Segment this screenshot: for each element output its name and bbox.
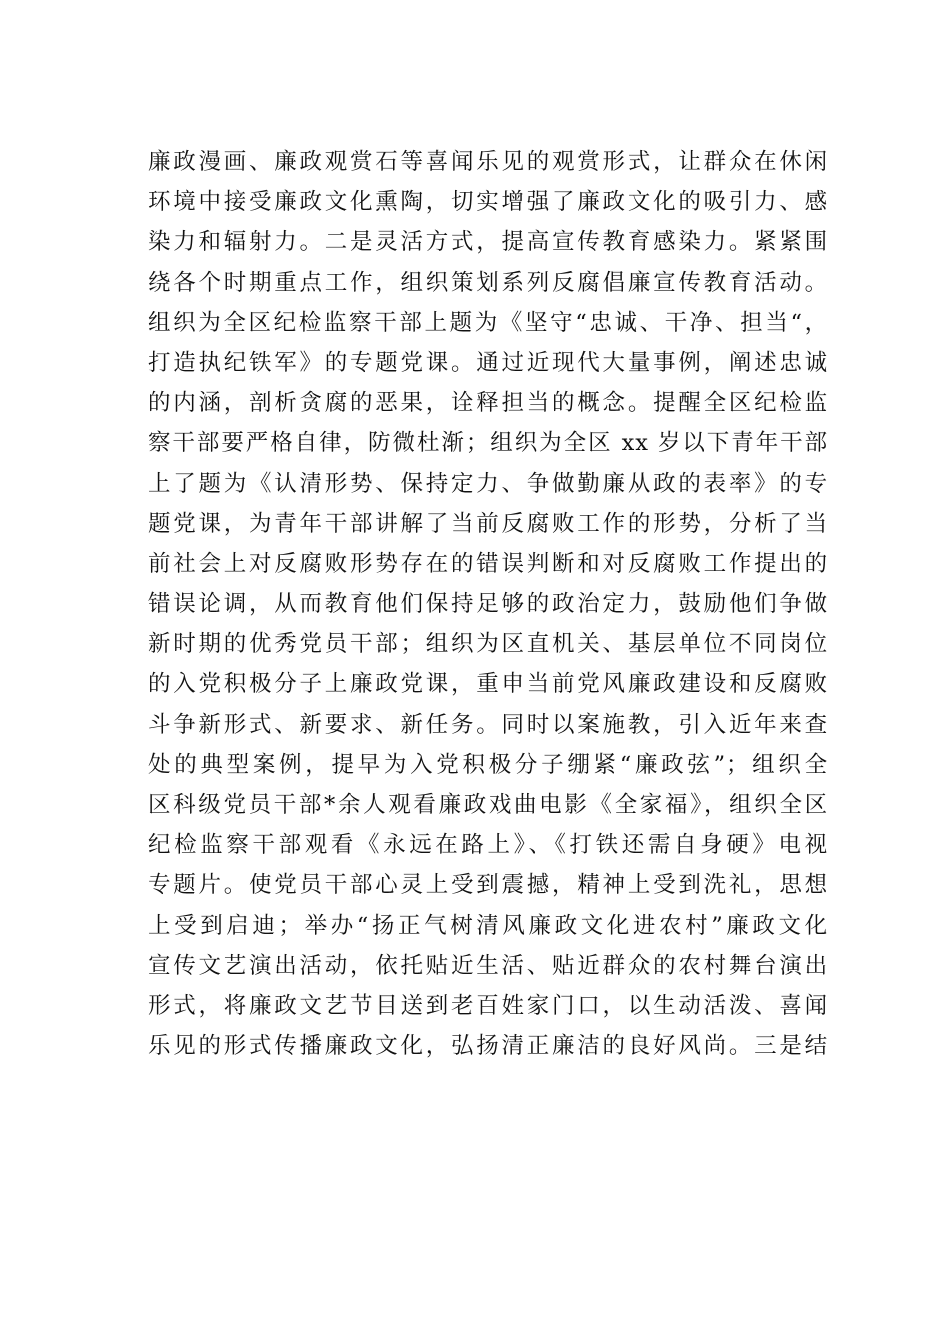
text-line: 题党课，为青年干部讲解了当前反腐败工作的形势，分析了当 <box>148 510 828 537</box>
text-line: 形式，将廉政文艺节目送到老百姓家门口，以生动活泼、喜闻 <box>148 992 828 1019</box>
text-line: 斗争新形式、新要求、新任务。同时以案施教，引入近年来查 <box>148 711 828 738</box>
text-line: 绕各个时期重点工作，组织策划系列反腐倡廉宣传教育活动。 <box>148 269 828 296</box>
text-line: 新时期的优秀党员干部；组织为区直机关、基层单位不同岗位 <box>148 631 828 658</box>
text-line: 环境中接受廉政文化熏陶，切实增强了廉政文化的吸引力、感 <box>148 189 828 216</box>
text-line: 打造执纪铁军》的专题党课。通过近现代大量事例，阐述忠诚 <box>148 349 828 376</box>
text-line: 宣传文艺演出活动，依托贴近生活、贴近群众的农村舞台演出 <box>148 952 828 979</box>
text-line: 乐见的形式传播廉政文化，弘扬清正廉洁的良好风尚。三是结 <box>148 1033 828 1060</box>
body-paragraph <box>148 142 828 1066</box>
text-line: 上受到启迪；举办“扬正气树清风廉政文化进农村”廉政文化 <box>148 912 828 939</box>
text-line: 染力和辐射力。二是灵活方式，提高宣传教育感染力。紧紧围 <box>148 229 828 256</box>
text-line: 处的典型案例，提早为入党积极分子绷紧“廉政弦”；组织全 <box>148 751 828 778</box>
text-line: 廉政漫画、廉政观赏石等喜闻乐见的观赏形式，让群众在休闲 <box>148 149 828 175</box>
text-line: 纪检监察干部观看《永远在路上》、《打铁还需自身硬》电视 <box>148 832 828 859</box>
text-line: 错误论调，从而教育他们保持足够的政治定力，鼓励他们争做 <box>148 591 828 618</box>
text-line: 的内涵，剖析贪腐的恶果，诠释担当的概念。提醒全区纪检监 <box>148 390 828 417</box>
text-line: 区科级党员干部*余人观看廉政戏曲电影《全家福》，组织全区 <box>148 792 828 818</box>
text-line: 察干部要严格自律，防微杜渐；组织为全区 xx 岁以下青年干部 <box>148 430 828 457</box>
text-line: 前社会上对反腐败形势存在的错误判断和对反腐败工作提出的 <box>148 550 828 577</box>
text-line: 上了题为《认清形势、保持定力、争做勤廉从政的表率》的专 <box>148 470 828 497</box>
text-line: 的入党积极分子上廉政党课，重申当前党风廉政建设和反腐败 <box>148 671 828 698</box>
text-line: 组织为全区纪检监察干部上题为《坚守“忠诚、干净、担当“， <box>148 309 828 336</box>
text-line: 专题片。使党员干部心灵上受到震撼，精神上受到洗礼，思想 <box>148 872 828 899</box>
